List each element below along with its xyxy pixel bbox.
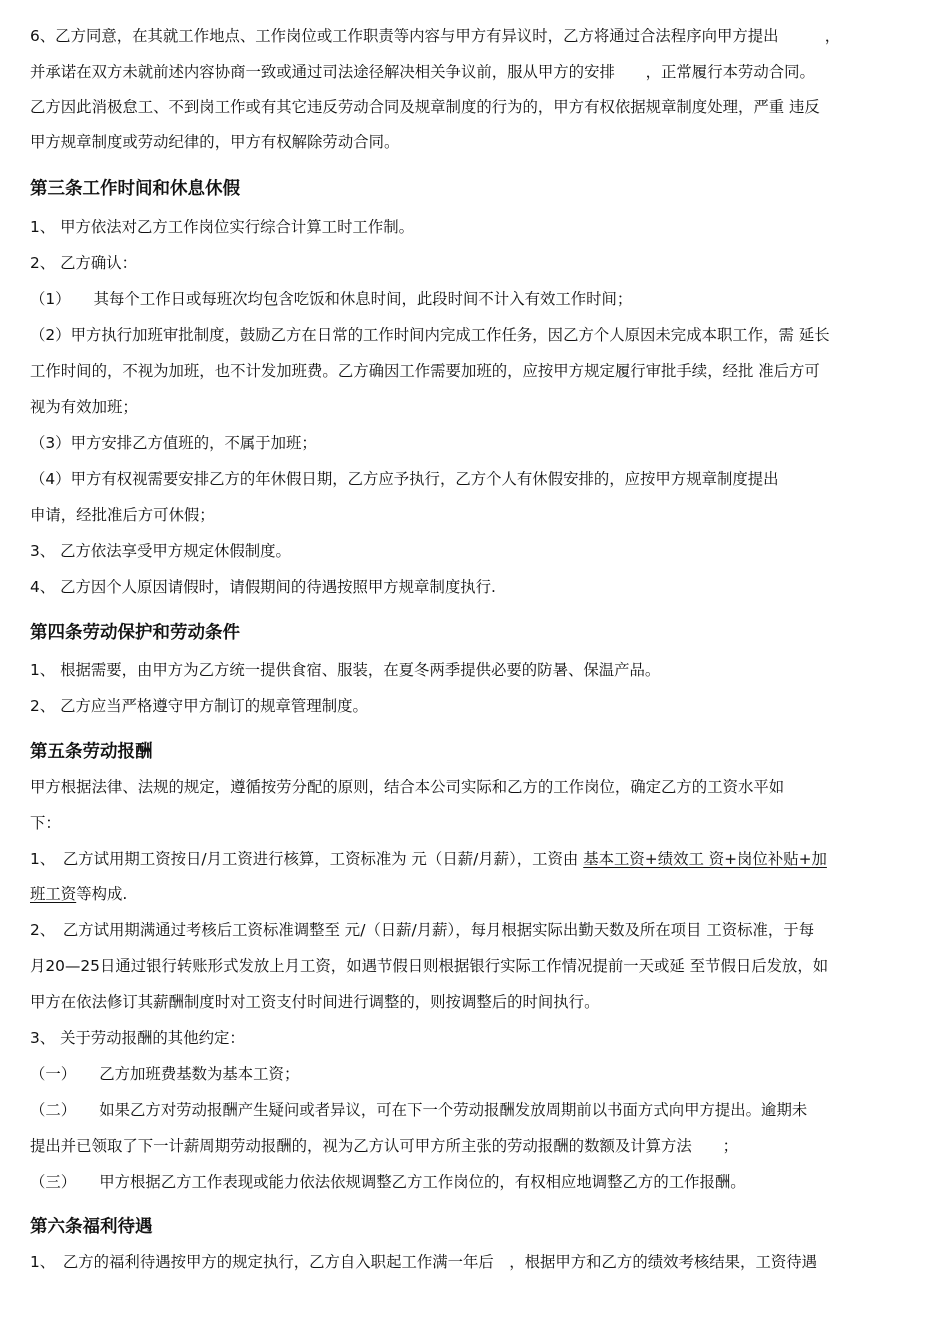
article5-heading: 第五条劳动报酬 (30, 742, 153, 762)
article3-item4-line1: （4）甲方有权视需要安排乙方的年休假日期，乙方应予执行，乙方个人有休假安排的，应按甲方规章制度提出 (30, 470, 779, 488)
article5-item2-line1: （二） 如果乙方对劳动报酬产生疑问或者异议，可在下一个劳动报酬发放周期前以书面方式向甲方提出。逾期未 (30, 1101, 808, 1119)
article6-heading: 第六条福利待遇 (30, 1217, 153, 1237)
article2-clause6-line3: 乙方因此消极怠工、不到岗工作或有其它违反劳动合同及规章制度的行为的，甲方有权依据规章制度处理，严重 违反 (30, 98, 820, 116)
article5-clause2-line1: 2、 乙方试用期满通过考核后工资标准调整至 元/（日薪/月薪），每月根据实际出勤天数及所在项目 工资标准，于每 (30, 921, 815, 939)
article6-clause1: 1、 乙方的福利待遇按甲方的规定执行，乙方自入职起工作满一年后 ，根据甲方和乙方的绩效考核结果，工资待遇 (30, 1253, 818, 1271)
article5-clause2-line3: 甲方在依法修订其薪酬制度时对工资支付时间进行调整的，则按调整后的时间执行。 (30, 993, 600, 1011)
article3-item2-line1: （2）甲方执行加班审批制度，鼓励乙方在日常的工作时间内完成工作任务，因乙方个人原因未完成本职工作，需 延长 (30, 326, 830, 344)
article3-clause3: 3、 乙方依法享受甲方规定休假制度。 (30, 542, 291, 560)
article5-clause1-text: 1、 乙方试用期工资按日/月工资进行核算，工资标准为 元（日薪/月薪），工资由 (30, 850, 584, 868)
article3-item2-line2: 工作时间的，不视为加班，也不计发加班费。乙方确因工作需要加班的，应按甲方规定履行审批手续，经批 准后方可 (30, 362, 820, 380)
article5-clause1-line2 (30, 884, 920, 906)
article5-item1: （一） 乙方加班费基数为基本工资； (30, 1065, 300, 1083)
article3-item3: （3）甲方安排乙方值班的，不属于加班； (30, 434, 317, 452)
article5-intro-line2: 下： (30, 814, 61, 832)
article3-clause1: 1、 甲方依法对乙方工作岗位实行综合计算工时工作制。 (30, 218, 415, 236)
article2-clause6-line4: 甲方规章制度或劳动纪律的，甲方有权解除劳动合同。 (30, 133, 400, 151)
article3-clause2: 2、 乙方确认： (30, 254, 138, 272)
article5-clause3: 3、 关于劳动报酬的其他约定： (30, 1029, 245, 1047)
article4-clause2: 2、 乙方应当严格遵守甲方制订的规章管理制度。 (30, 697, 368, 715)
article3-item4-line2: 申请，经批准后方可休假； (30, 506, 215, 524)
overtime-pay-underlined: 班工资 (30, 885, 77, 903)
article5-item2-line2: 提出并已领取了下一计薪周期劳动报酬的，视为乙方认可甲方所主张的劳动报酬的数额及计算方法 ； (30, 1137, 738, 1155)
article4-heading: 第四条劳动保护和劳动条件 (30, 623, 240, 643)
article5-clause1-tail: 等构成. (76, 885, 128, 903)
article5-clause1-line1 (30, 849, 920, 871)
article3-item2-line3: 视为有效加班； (30, 398, 138, 416)
article2-clause6-line2: 并承诺在双方未就前述内容协商一致或通过司法途径解决相关争议前，服从甲方的安排 ，正常履行本劳动合同。 (30, 63, 815, 81)
article3-clause4: 4、 乙方因个人原因请假时，请假期间的待遇按照甲方规章制度执行. (30, 578, 496, 596)
article3-heading: 第三条工作时间和休息休假 (30, 179, 240, 199)
article4-clause1: 1、 根据需要，由甲方为乙方统一提供食宿、服装，在夏冬两季提供必要的防暑、保温产品。 (30, 661, 661, 679)
article5-item3: （三） 甲方根据乙方工作表现或能力依法依规调整乙方工作岗位的，有权相应地调整乙方的工作报酬。 (30, 1173, 746, 1191)
article5-clause2-line2: 月20—25日通过银行转账形式发放上月工资，如遇节假日则根据银行实际工作情况提前一天或延 至节假日后发放，如 (30, 957, 829, 975)
article3-item1: （1） 其每个工作日或每班次均包含吃饭和休息时间，此段时间不计入有效工作时间； (30, 290, 633, 308)
article2-clause6-line1: 6、乙方同意，在其就工作地点、工作岗位或工作职责等内容与甲方有异议时，乙方将通过合法程序向甲方提出 ， (30, 27, 841, 45)
salary-composition-underlined: 基本工资+绩效工 资+岗位补贴+加 (583, 850, 827, 868)
article5-intro-line1: 甲方根据法律、法规的规定，遵循按劳分配的原则，结合本公司实际和乙方的工作岗位，确定乙方的工资水平如 (30, 778, 785, 796)
